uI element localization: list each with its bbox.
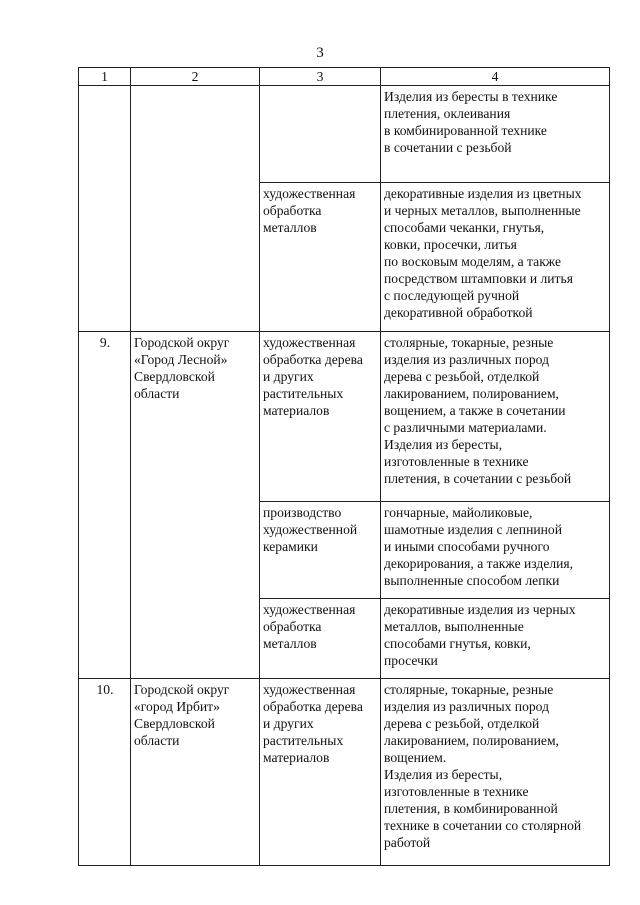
row-number: 9. <box>99 335 111 350</box>
region-name: Городской округ «город Ирбит» Свердловской области <box>134 682 230 748</box>
craft-cell <box>260 599 381 679</box>
items-description: столярные, токарные, резные изделия из различных пород дерева с резьбой, отделкой лакированием, полированием, вощением. Изделия из бересты, изготовленные в технике плетения, в комбинированной технике в сочетании со столярной работой <box>384 682 582 850</box>
craft-cell <box>260 332 381 502</box>
region-cell <box>131 332 260 679</box>
craft-type: производство художественной керамики <box>263 505 358 554</box>
items-description: Изделия из бересты в технике плетения, оклеивания в комбинированной технике в сочетании с резьбой <box>384 89 558 155</box>
items-description: декоративные изделия из цветных и черных металлов, выполненные способами чеканки, гнутья, ковки, просечки, литья по восковым моделям, а также посредством штамповки и литья с последующей ручной декоративной обработкой <box>384 186 582 320</box>
items-description: гончарные, майоликовые, шамотные изделия с лепниной и иными способами ручного декорирования, а также изделия, выполненные способом лепки <box>384 505 574 588</box>
craft-cell <box>260 86 381 183</box>
region-cell <box>131 86 260 332</box>
items-description: декоративные изделия из черных металлов, выполненные способами гнутья, ковки, просечки <box>384 602 576 668</box>
items-cell <box>381 599 610 679</box>
items-cell <box>381 183 610 332</box>
craft-cell <box>260 183 381 332</box>
row-number-cell <box>79 332 131 679</box>
craft-type: художественная обработка дерева и других растительных материалов <box>263 335 363 418</box>
row-number: 10. <box>96 682 114 697</box>
items-cell <box>381 332 610 502</box>
items-cell <box>381 679 610 866</box>
craft-type: художественная обработка металлов <box>263 186 356 235</box>
column-header-4: 4 <box>381 68 610 86</box>
table-row <box>79 86 610 183</box>
items-cell <box>381 502 610 599</box>
region-cell <box>131 679 260 866</box>
craft-type: художественная обработка дерева и других растительных материалов <box>263 682 363 765</box>
column-header-3: 3 <box>260 68 381 86</box>
region-name: Городской округ «Город Лесной» Свердловской области <box>134 335 230 401</box>
table-row <box>79 332 610 502</box>
craft-cell <box>260 502 381 599</box>
craft-cell <box>260 679 381 866</box>
page-number: 3 <box>316 45 324 61</box>
row-number-cell <box>79 679 131 866</box>
items-cell <box>381 86 610 183</box>
items-description: столярные, токарные, резные изделия из различных пород дерева с резьбой, отделкой лакированием, полированием, вощением, а также в сочетании с различными материалами. Изделия из бересты, изготовленные в технике плетения, в сочетании с резьбой <box>384 335 572 486</box>
row-number-cell <box>79 86 131 332</box>
column-header-1: 1 <box>79 68 131 86</box>
craft-type: художественная обработка металлов <box>263 602 356 651</box>
crafts-table <box>78 67 610 866</box>
table-row <box>79 679 610 866</box>
column-header-2: 2 <box>131 68 260 86</box>
table-header-row <box>79 68 610 86</box>
